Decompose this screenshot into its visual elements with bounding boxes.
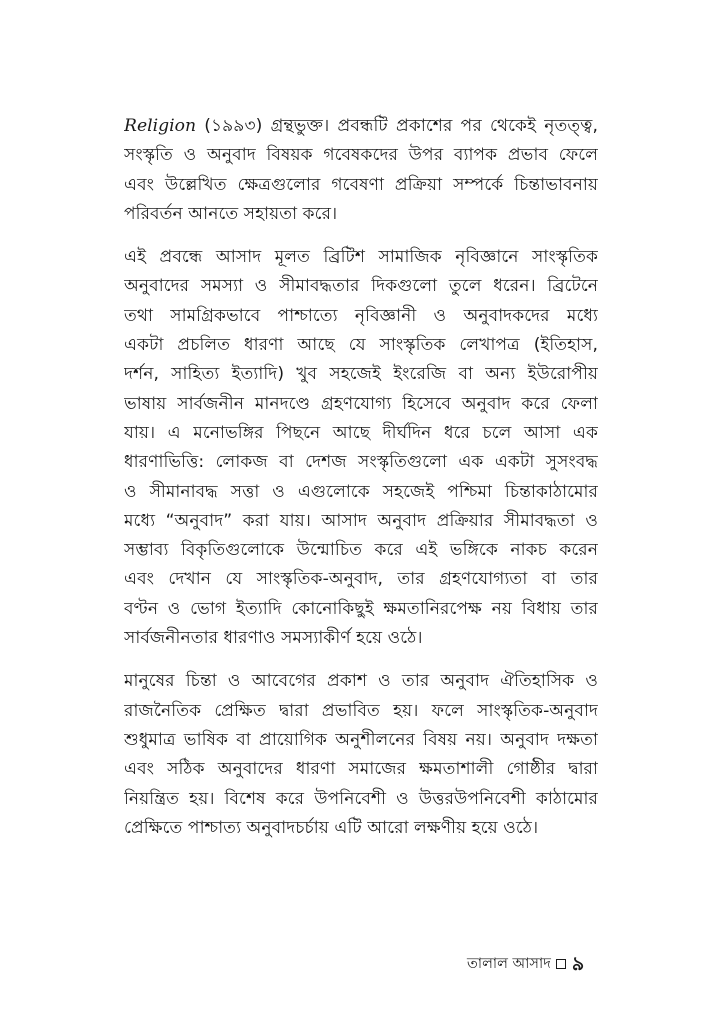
- text-line: পরিবর্তন আনতে সহায়তা করে।: [124, 203, 338, 224]
- text-line: অনুবাদের সমস্যা ও সীমাবদ্ধতার দিকগুলো তুলে ধরেন। ব্রিটেনে: [124, 276, 598, 297]
- text-line-content: (১৯৯৩) গ্রন্থভুক্ত। প্রবন্ধটি প্রকাশের পর থেকেই নৃতত্ত্ব,: [196, 116, 598, 136]
- text-line: সম্ভাব্য বিকৃতিগুলোকে উন্মোচিত করে এই ভঙ্গিকে নাকচ করেন: [124, 540, 598, 561]
- text-line: মধ্যে “অনুবাদ” করা যায়। আসাদ অনুবাদ প্রক্রিয়ার সীমাবদ্ধতা ও: [124, 510, 598, 531]
- hollow-square-icon: [556, 959, 566, 969]
- text-line: বণ্টন ও ভোগ ইত্যাদি কোনোকিছুই ক্ষমতানিরপেক্ষ নয় বিধায় তার: [124, 598, 598, 619]
- text-line: সংস্কৃতি ও অনুবাদ বিষয়ক গবেষকদের উপর ব্যাপক প্রভাব ফেলে: [124, 145, 598, 166]
- text-line: নিয়ন্ত্রিত হয়। বিশেষ করে উপনিবেশী ও উত্তরউপনিবেশী কাঠামোর: [124, 788, 598, 809]
- paragraph-1: [124, 112, 598, 229]
- text-line: প্রেক্ষিতে পাশ্চাত্য অনুবাদচর্চায় এটি আরো লক্ষণীয় হয়ে ওঠে।: [124, 817, 539, 838]
- italic-book-title: Religion: [124, 116, 197, 136]
- text-line: যায়। এ মনোভঙ্গির পিছনে আছে দীর্ঘদিন ধরে চলে আসা এক: [124, 422, 598, 443]
- body-text: [124, 112, 598, 857]
- text-line: মানুষের চিন্তা ও আবেগের প্রকাশ ও তার অনুবাদ ঐতিহাসিক ও: [124, 671, 598, 692]
- text-line: এবং সঠিক অনুবাদের ধারণা সমাজের ক্ষমতাশালী গোষ্ঠীর দ্বারা: [124, 759, 598, 780]
- text-line: সার্বজনীনতার ধারণাও সমস্যাকীর্ণ হয়ে ওঠে।: [124, 628, 423, 649]
- text-line: এবং দেখান যে সাংস্কৃতিক-অনুবাদ, তার গ্রহণযোগ্যতা বা তার: [124, 569, 598, 590]
- text-line: [124, 112, 598, 141]
- text-line: ও সীমানাবদ্ধ সত্তা ও এগুলোকে সহজেই পশ্চিমা চিন্তাকাঠামোর: [124, 481, 598, 502]
- text-line: রাজনৈতিক প্রেক্ষিত দ্বারা প্রভাবিত হয়। ফলে সাংস্কৃতিক-অনুবাদ: [124, 700, 598, 721]
- text-line: এবং উল্লেখিত ক্ষেত্রগুলোর গবেষণা প্রক্রিয়া সম্পর্কে চিন্তাভাবনায়: [124, 174, 598, 195]
- text-line: তথা সামগ্রিকভাবে পাশ্চাত্যে নৃবিজ্ঞানী ও অনুবাদকদের মধ্যে: [124, 305, 598, 326]
- text-line: শুধুমাত্র ভাষিক বা প্রায়োগিক অনুশীলনের বিষয় নয়। অনুবাদ দক্ষতা: [124, 729, 598, 750]
- text-line: একটা প্রচলিত ধারণা আছে যে সাংস্কৃতিক লেখাপত্র (ইতিহাস,: [124, 335, 598, 356]
- page-footer: [467, 953, 607, 975]
- text-line: এই প্রবন্ধে আসাদ মূলত ব্রিটিশ সামাজিক নৃবিজ্ঞানে সাংস্কৃতিক: [124, 247, 598, 268]
- paragraph-3: [124, 667, 598, 843]
- paragraph-2: [124, 243, 598, 653]
- text-line: ভাষায় সার্বজনীন মানদণ্ডে গ্রহণযোগ্য হিসেবে অনুবাদ করে ফেলা: [124, 393, 598, 414]
- running-head: তালাল আসাদ: [467, 956, 551, 972]
- text-line: ধারণাভিত্তি: লোকজ বা দেশজ সংস্কৃতিগুলো এক একটা সুসংবদ্ধ: [124, 452, 598, 473]
- text-line: দর্শন, সাহিত্য ইত্যাদি) খুব সহজেই ইংরেজি বা অন্য ইউরোপীয়: [124, 364, 598, 385]
- page-number: ৯: [571, 953, 585, 975]
